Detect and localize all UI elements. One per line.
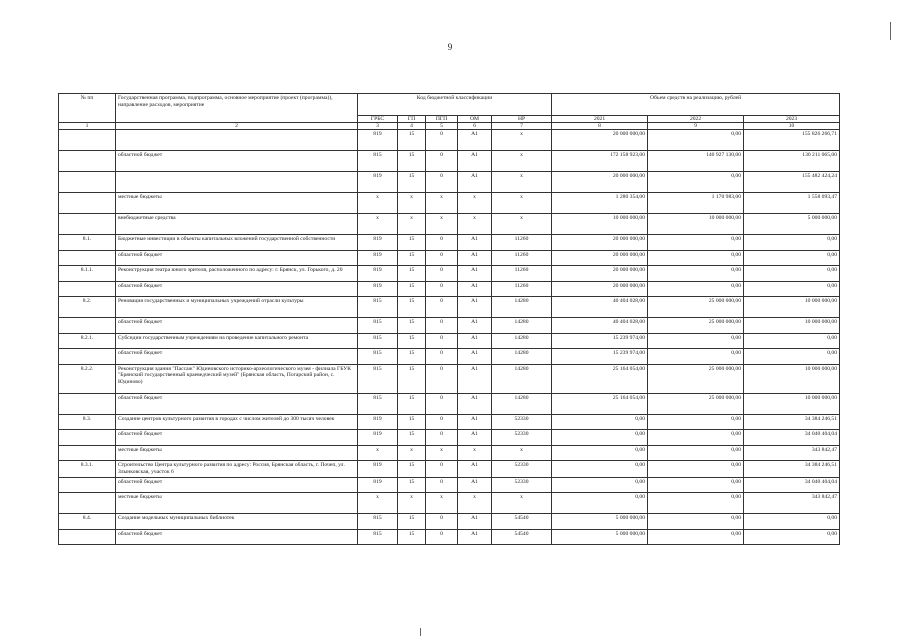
amount-2023: 10 000 000,00: [744, 318, 840, 334]
amount-2021: 0,00: [552, 477, 648, 493]
nr-cell: 11260: [492, 266, 552, 282]
gp-cell: 15: [398, 349, 426, 365]
row-number: 8.1.: [59, 235, 116, 251]
pgp-cell: 0: [426, 130, 458, 151]
row-name: областной бюджет: [116, 318, 358, 334]
grbs-cell: 819: [358, 130, 398, 151]
amount-2021: 15 239 974,00: [552, 333, 648, 349]
grbs-cell: 819: [358, 430, 398, 446]
row-name: [116, 172, 358, 193]
gp-cell: x: [398, 193, 426, 214]
page-number: 9: [447, 42, 453, 52]
om-cell: A1: [458, 529, 492, 545]
pgp-cell: 0: [426, 281, 458, 297]
row-name: Субсидии государственным учреждениям на проведение капитального ремонта: [116, 333, 358, 349]
row-number: 8.1.1.: [59, 266, 116, 282]
header-num: № пп: [59, 94, 116, 123]
table-row: [59, 214, 840, 235]
amount-2023: 343 842,47: [744, 493, 840, 514]
row-name: Реконструкция театра юного зрителя, расположенного по адресу: г. Брянск, ул. Горького, д. 20: [116, 266, 358, 282]
pgp-cell: 0: [426, 333, 458, 349]
table-row: [59, 430, 840, 446]
amount-2022: 140 927 130,00: [648, 151, 744, 172]
gp-cell: 15: [398, 281, 426, 297]
table-row: [59, 461, 840, 478]
col-num-8: 8: [552, 123, 648, 130]
pgp-cell: 0: [426, 297, 458, 318]
amount-2022: 0,00: [648, 461, 744, 478]
amount-2021: 0,00: [552, 430, 648, 446]
header-2023: 2023: [744, 116, 840, 123]
om-cell: A1: [458, 130, 492, 151]
amount-2021: 5 000 000,00: [552, 529, 648, 545]
row-name: Создание центров культурного развития в городах с числом жителей до 300 тысяч человек: [116, 414, 358, 430]
pgp-cell: x: [426, 193, 458, 214]
nr-cell: 11260: [492, 235, 552, 251]
pgp-cell: 0: [426, 235, 458, 251]
nr-cell: 54540: [492, 529, 552, 545]
om-cell: A1: [458, 514, 492, 530]
om-cell: x: [458, 214, 492, 235]
row-name: областной бюджет: [116, 281, 358, 297]
row-name: областной бюджет: [116, 151, 358, 172]
row-number: [59, 250, 116, 266]
header-grbs: ГРБС: [358, 116, 398, 123]
row-name: внебюджетные средства: [116, 214, 358, 235]
table-row: [59, 445, 840, 461]
row-number: 8.2.1.: [59, 333, 116, 349]
nr-cell: 14280: [492, 393, 552, 414]
om-cell: A1: [458, 318, 492, 334]
gp-cell: 15: [398, 151, 426, 172]
header-bcc: Код бюджетной классификации: [358, 94, 552, 116]
amount-2023: 5 000 000,00: [744, 214, 840, 235]
header-gp: ГП: [398, 116, 426, 123]
table-row: [59, 333, 840, 349]
amount-2021: 40 404 028,00: [552, 297, 648, 318]
amount-2021: 20 000 000,00: [552, 130, 648, 151]
table-row: [59, 193, 840, 214]
pgp-cell: 0: [426, 318, 458, 334]
amount-2022: 0,00: [648, 477, 744, 493]
table-row: [59, 349, 840, 365]
header-2021: 2021: [552, 116, 648, 123]
amount-2023: 0,00: [744, 529, 840, 545]
pgp-cell: 0: [426, 414, 458, 430]
amount-2023: 130 211 065,00: [744, 151, 840, 172]
table-body: [59, 130, 840, 545]
row-number: [59, 445, 116, 461]
row-number: 8.2.2.: [59, 364, 116, 393]
amount-2023: 10 000 000,00: [744, 393, 840, 414]
grbs-cell: 819: [358, 250, 398, 266]
budget-table-wrapper: [58, 93, 839, 545]
gp-cell: 15: [398, 430, 426, 446]
row-name: Строительство Центра культурного развития по адресу: Россия, Брянская область, г. Почеп, ул. Злынковская, участок 6: [116, 461, 358, 478]
pgp-cell: 0: [426, 529, 458, 545]
amount-2022: 0,00: [648, 130, 744, 151]
om-cell: A1: [458, 266, 492, 282]
grbs-cell: 815: [358, 364, 398, 393]
row-number: 8.3.1.: [59, 461, 116, 478]
nr-cell: 14280: [492, 333, 552, 349]
amount-2021: 25 164 054,00: [552, 364, 648, 393]
amount-2022: 25 000 000,00: [648, 297, 744, 318]
amount-2021: 40 404 028,00: [552, 318, 648, 334]
amount-2022: 0,00: [648, 414, 744, 430]
pgp-cell: 0: [426, 514, 458, 530]
header-2022: 2022: [648, 116, 744, 123]
row-number: [59, 318, 116, 334]
col-num-4: 4: [398, 123, 426, 130]
amount-2022: 0,00: [648, 250, 744, 266]
row-name: [116, 130, 358, 151]
amount-2022: 25 000 000,00: [648, 393, 744, 414]
amount-2021: 10 000 000,00: [552, 214, 648, 235]
pgp-cell: 0: [426, 461, 458, 478]
row-number: [59, 214, 116, 235]
amount-2021: 15 239 974,00: [552, 349, 648, 365]
om-cell: A1: [458, 414, 492, 430]
col-num-2: 2: [116, 123, 358, 130]
amount-2022: 25 000 000,00: [648, 364, 744, 393]
amount-2021: 20 000 000,00: [552, 172, 648, 193]
pgp-cell: 0: [426, 266, 458, 282]
row-name: областной бюджет: [116, 430, 358, 446]
amount-2023: 10 000 000,00: [744, 364, 840, 393]
row-name: областной бюджет: [116, 349, 358, 365]
om-cell: A1: [458, 430, 492, 446]
pgp-cell: 0: [426, 364, 458, 393]
grbs-cell: 819: [358, 461, 398, 478]
grbs-cell: 819: [358, 266, 398, 282]
amount-2023: 0,00: [744, 235, 840, 251]
table-row: [59, 281, 840, 297]
header-program: Государственная программа, подпрограмма, основное мероприятие (проект (программа)), направление расходов, мероприятие: [116, 94, 358, 123]
gp-cell: 15: [398, 514, 426, 530]
row-name: местные бюджеты: [116, 493, 358, 514]
pgp-cell: 0: [426, 250, 458, 266]
scan-mark: [890, 22, 891, 40]
amount-2022: 0,00: [648, 235, 744, 251]
nr-cell: x: [492, 130, 552, 151]
amount-2023: 34 040 404,04: [744, 430, 840, 446]
grbs-cell: 815: [358, 393, 398, 414]
pgp-cell: x: [426, 493, 458, 514]
om-cell: A1: [458, 393, 492, 414]
gp-cell: 15: [398, 364, 426, 393]
nr-cell: x: [492, 445, 552, 461]
table-row: [59, 130, 840, 151]
pgp-cell: 0: [426, 477, 458, 493]
budget-table: [58, 93, 840, 545]
col-num-5: 5: [426, 123, 458, 130]
gp-cell: 15: [398, 333, 426, 349]
amount-2021: 25 164 054,00: [552, 393, 648, 414]
grbs-cell: 819: [358, 235, 398, 251]
om-cell: A1: [458, 333, 492, 349]
row-name: Бюджетные инвестиции в объекты капитальных вложений государственной собственности: [116, 235, 358, 251]
row-number: [59, 349, 116, 365]
om-cell: A1: [458, 250, 492, 266]
table-row: [59, 250, 840, 266]
row-number: [59, 151, 116, 172]
amount-2021: 20 000 000,00: [552, 266, 648, 282]
amount-2023: 34 384 246,51: [744, 461, 840, 478]
amount-2023: 34 384 246,51: [744, 414, 840, 430]
grbs-cell: 815: [358, 297, 398, 318]
nr-cell: x: [492, 193, 552, 214]
pgp-cell: 0: [426, 151, 458, 172]
gp-cell: 15: [398, 393, 426, 414]
table-row: [59, 297, 840, 318]
pgp-cell: 0: [426, 430, 458, 446]
amount-2023: 1 558 093,47: [744, 193, 840, 214]
nr-cell: 14280: [492, 318, 552, 334]
nr-cell: x: [492, 493, 552, 514]
om-cell: A1: [458, 364, 492, 393]
pgp-cell: x: [426, 214, 458, 235]
row-name: Создание модельных муниципальных библиотек: [116, 514, 358, 530]
gp-cell: x: [398, 445, 426, 461]
nr-cell: 14280: [492, 349, 552, 365]
amount-2022: 0,00: [648, 445, 744, 461]
table-row: [59, 477, 840, 493]
amount-2023: 155 826 266,71: [744, 130, 840, 151]
col-num-3: 3: [358, 123, 398, 130]
amount-2023: 0,00: [744, 514, 840, 530]
gp-cell: x: [398, 493, 426, 514]
om-cell: A1: [458, 477, 492, 493]
om-cell: x: [458, 193, 492, 214]
gp-cell: 15: [398, 414, 426, 430]
table-row: [59, 393, 840, 414]
gp-cell: 15: [398, 130, 426, 151]
amount-2022: 0,00: [648, 281, 744, 297]
om-cell: A1: [458, 461, 492, 478]
amount-2023: 0,00: [744, 250, 840, 266]
amount-2021: 5 000 000,00: [552, 514, 648, 530]
col-num-10: 10: [744, 123, 840, 130]
om-cell: A1: [458, 151, 492, 172]
gp-cell: 15: [398, 529, 426, 545]
amount-2021: 0,00: [552, 461, 648, 478]
om-cell: A1: [458, 235, 492, 251]
row-name: Реновация государственных и муниципальных учреждений отрасли культуры: [116, 297, 358, 318]
gp-cell: 15: [398, 461, 426, 478]
row-number: 8.2.: [59, 297, 116, 318]
grbs-cell: x: [358, 214, 398, 235]
nr-cell: 52330: [492, 477, 552, 493]
om-cell: A1: [458, 172, 492, 193]
grbs-cell: 819: [358, 172, 398, 193]
table-row: [59, 414, 840, 430]
table-row: [59, 151, 840, 172]
amount-2022: 0,00: [648, 493, 744, 514]
pgp-cell: 0: [426, 349, 458, 365]
row-name: областной бюджет: [116, 529, 358, 545]
table-row: [59, 514, 840, 530]
header-nr: НР: [492, 116, 552, 123]
col-num-7: 7: [492, 123, 552, 130]
gp-cell: 15: [398, 172, 426, 193]
amount-2022: 1 170 983,00: [648, 193, 744, 214]
om-cell: A1: [458, 349, 492, 365]
table-row: [59, 318, 840, 334]
om-cell: x: [458, 493, 492, 514]
grbs-cell: x: [358, 445, 398, 461]
amount-2022: 0,00: [648, 333, 744, 349]
col-num-6: 6: [458, 123, 492, 130]
grbs-cell: x: [358, 193, 398, 214]
amount-2022: 0,00: [648, 514, 744, 530]
amount-2021: 0,00: [552, 493, 648, 514]
row-number: [59, 477, 116, 493]
row-number: 8.4.: [59, 514, 116, 530]
table-row: [59, 235, 840, 251]
grbs-cell: 815: [358, 349, 398, 365]
amount-2022: 0,00: [648, 430, 744, 446]
row-number: [59, 430, 116, 446]
row-number: [59, 172, 116, 193]
col-num-1: 1: [59, 123, 116, 130]
nr-cell: 52330: [492, 414, 552, 430]
pgp-cell: 0: [426, 393, 458, 414]
amount-2022: 0,00: [648, 529, 744, 545]
amount-2021: 172 158 923,00: [552, 151, 648, 172]
nr-cell: 52330: [492, 430, 552, 446]
grbs-cell: 819: [358, 477, 398, 493]
row-number: [59, 393, 116, 414]
grbs-cell: 815: [358, 318, 398, 334]
row-number: [59, 281, 116, 297]
amount-2022: 0,00: [648, 349, 744, 365]
grbs-cell: 815: [358, 333, 398, 349]
row-number: [59, 493, 116, 514]
table-row: [59, 529, 840, 545]
col-num-9: 9: [648, 123, 744, 130]
gp-cell: x: [398, 214, 426, 235]
nr-cell: 14280: [492, 364, 552, 393]
nr-cell: 14280: [492, 297, 552, 318]
header-om: ОМ: [458, 116, 492, 123]
amount-2023: 0,00: [744, 333, 840, 349]
amount-2021: 20 000 000,00: [552, 250, 648, 266]
table-row: [59, 172, 840, 193]
row-name: областной бюджет: [116, 477, 358, 493]
om-cell: A1: [458, 297, 492, 318]
nr-cell: x: [492, 214, 552, 235]
header-pgp: ПГП: [426, 116, 458, 123]
amount-2022: 25 000 000,00: [648, 318, 744, 334]
amount-2023: 155 482 424,24: [744, 172, 840, 193]
amount-2022: 10 000 000,00: [648, 214, 744, 235]
amount-2022: 0,00: [648, 266, 744, 282]
amount-2021: 1 280 354,00: [552, 193, 648, 214]
row-name: областной бюджет: [116, 250, 358, 266]
nr-cell: x: [492, 151, 552, 172]
amount-2023: 343 842,47: [744, 445, 840, 461]
gp-cell: 15: [398, 250, 426, 266]
row-number: 8.3.: [59, 414, 116, 430]
pgp-cell: x: [426, 445, 458, 461]
gp-cell: 15: [398, 318, 426, 334]
amount-2021: 0,00: [552, 445, 648, 461]
grbs-cell: 815: [358, 151, 398, 172]
amount-2023: 0,00: [744, 349, 840, 365]
amount-2023: 0,00: [744, 281, 840, 297]
table-row: [59, 493, 840, 514]
grbs-cell: x: [358, 493, 398, 514]
amount-2023: 0,00: [744, 266, 840, 282]
om-cell: A1: [458, 281, 492, 297]
amount-2023: 10 000 000,00: [744, 297, 840, 318]
row-name: местные бюджеты: [116, 193, 358, 214]
nr-cell: 52330: [492, 461, 552, 478]
nr-cell: 54540: [492, 514, 552, 530]
amount-2021: 20 000 000,00: [552, 281, 648, 297]
grbs-cell: 815: [358, 529, 398, 545]
grbs-cell: 819: [358, 414, 398, 430]
row-number: [59, 529, 116, 545]
row-number: [59, 130, 116, 151]
grbs-cell: 815: [358, 514, 398, 530]
om-cell: x: [458, 445, 492, 461]
table-row: [59, 266, 840, 282]
gp-cell: 15: [398, 266, 426, 282]
table-row: [59, 364, 840, 393]
gp-cell: 15: [398, 477, 426, 493]
gp-cell: 15: [398, 235, 426, 251]
amount-2021: 20 000 000,00: [552, 235, 648, 251]
pgp-cell: 0: [426, 172, 458, 193]
amount-2023: 34 040 404,04: [744, 477, 840, 493]
grbs-cell: 819: [358, 281, 398, 297]
nr-cell: 11260: [492, 250, 552, 266]
row-name: областной бюджет: [116, 393, 358, 414]
gp-cell: 15: [398, 297, 426, 318]
row-name: местные бюджеты: [116, 445, 358, 461]
amount-2022: 0,00: [648, 172, 744, 193]
scan-mark: [420, 628, 421, 636]
amount-2021: 0,00: [552, 414, 648, 430]
row-number: [59, 193, 116, 214]
row-name: Реконструкция здания "Пассаж" Юдиновского историко-археологического музея - филиала ГБУК "Брянский государственный краеведческий музей" (Брянская область, Погарский район, с. Юдиново): [116, 364, 358, 393]
header-amount: Объем средств на реализацию, рублей: [552, 94, 840, 116]
nr-cell: x: [492, 172, 552, 193]
nr-cell: 11260: [492, 281, 552, 297]
